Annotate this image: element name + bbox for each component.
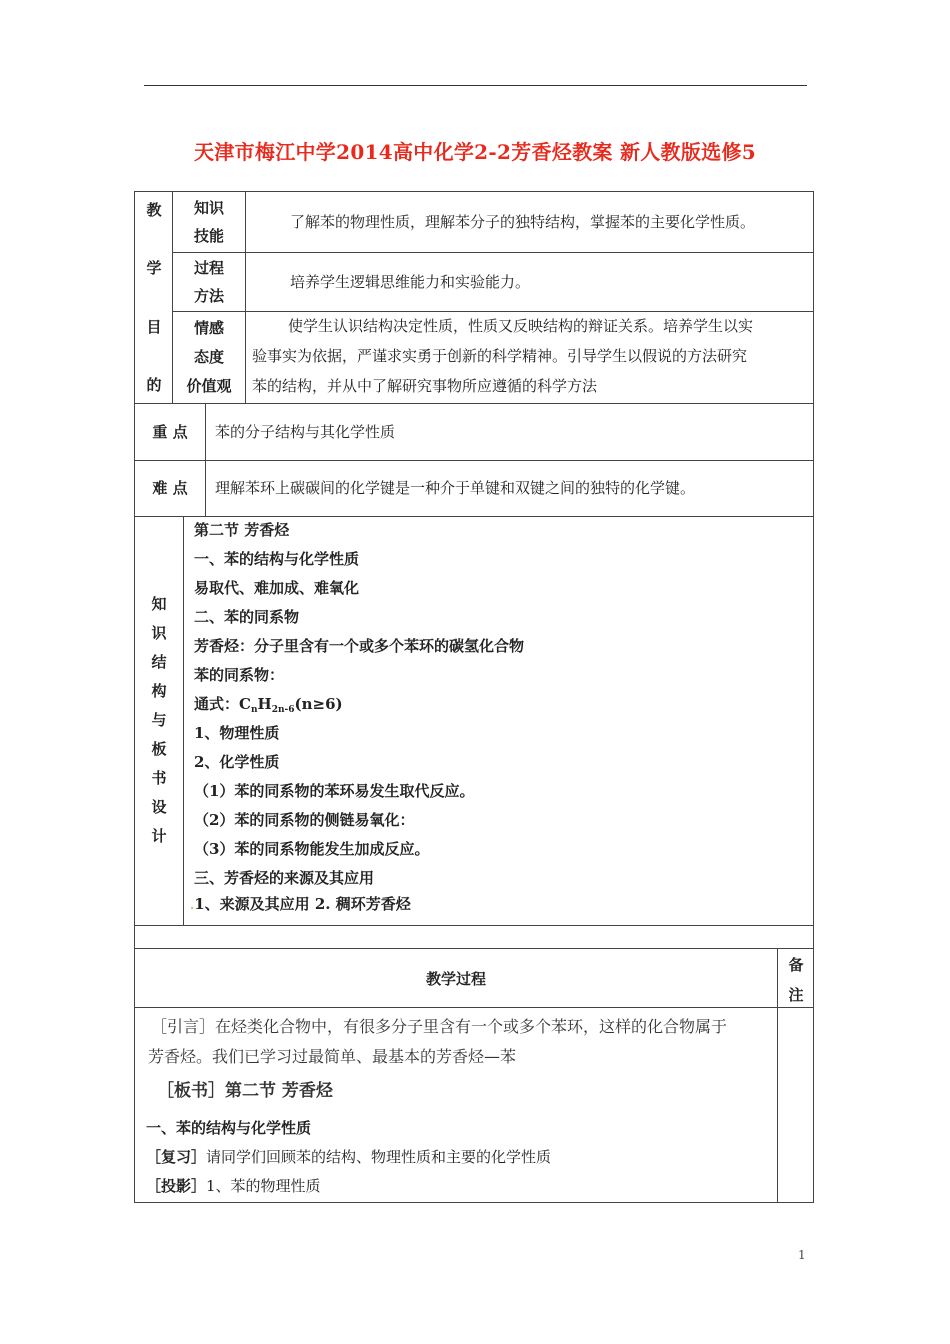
knowledge-skill-label: 知识 技能	[193, 199, 224, 245]
objectives-label-char: 的	[146, 376, 162, 394]
header-rule	[144, 85, 807, 86]
intro-line-2: 芳香烃。我们已学习过最简单、最基本的芳香烃—苯	[148, 1047, 517, 1066]
page-number: 1	[798, 1248, 806, 1262]
review-line: ［复习］请同学们回顾苯的结构、物理性质和主要的化学性质	[146, 1148, 552, 1166]
key-point-label: 重 点	[152, 423, 188, 441]
process-method-label: 过程 方法	[193, 259, 224, 305]
document-title: 天津市梅江中学2014高中化学2-2芳香烃教案 新人教版选修5	[194, 140, 756, 164]
objectives-label-char: 学	[146, 259, 162, 277]
objectives-label-char: 教	[146, 201, 162, 219]
teaching-process-header: 教学过程	[425, 970, 486, 988]
difficulty-label: 难 点	[152, 479, 188, 497]
general-formula: 通式：$C_nH_{2n-6}(n\ge 6)$	[194, 695, 343, 715]
lesson-plan-table: 教 学 目 的 知识 技能 过程 方法 情感 态度 价值观 了解苯的物理性质，理解苯分子的独特结构，掌握苯的主要化学性质。 培养学生逻辑思维能力和实验能力。 使学生认识结构决定性质，性质又反映结构的辩证关系。培养学生以实 验事实为依据，严谨求实勇于创新的科学精神。引导学生以假说的方法研究 苯的结构，并从中了解研究事物所应遵循的科学方法 重 点 苯的分子结构与其化学性质 难 点 理解苯环上碳碳间的化学键是一种介于单键和双键之间的独特的化学键。 知 识 结 构 与 板 书 设 计 第二节 芳香烃 一、苯的结构与化学性质 易取代、难加成、难氧化 二、苯的同系物 芳香烃：分子里含有一个或多个苯环的碳氢化合物 苯的同系物： 通式：$C_nH_{2n-6}(n\ge 6)$ 1、物理性质 2、化学性质 （1）苯的同系物的苯环易发生取代反应。 （2）苯的同系物的侧链易氧化： （3）苯的同系物能发生加成反应。 三、芳香烃的来源及其应用 .1、来源及其应用 2. 稠环芳香烃 教学过程 备 注 ［引言］在烃类化合物中，有很多分子里含有一个或多个苯环，这样的化合物属于 芳香烃。我们已学习过最简单、最基本的芳香烃—苯 ［板书］第二节 芳香烃 一、苯的结构与化学性质 ［复习］请同学们回顾苯的结构、物理性质和主要的化学性质 ［投影］1、苯的物理性质	[134, 191, 814, 1203]
emotion-values-label: 情感 态度 价值观	[186, 319, 232, 395]
objectives-label-char: 目	[146, 318, 162, 336]
board-note: ［板书］第二节 芳香烃	[157, 1081, 333, 1101]
difficulty-text: 理解苯环上碳碳间的化学键是一种介于单键和双键之间的独特的化学键。	[215, 479, 696, 497]
key-point-text: 苯的分子结构与其化学性质	[215, 423, 396, 441]
knowledge-skill-text: 了解苯的物理性质，理解苯分子的独特结构，掌握苯的主要化学性质。	[290, 213, 756, 231]
remarks-header: 备 注	[788, 956, 804, 1004]
projection-line: ［投影］1、苯的物理性质	[146, 1177, 321, 1195]
intro-line-1: ［引言］在烃类化合物中，有很多分子里含有一个或多个苯环，这样的化合物属于	[151, 1017, 728, 1036]
process-method-text: 培养学生逻辑思维能力和实验能力。	[290, 273, 531, 291]
section-heading: 一、苯的结构与化学性质	[146, 1119, 312, 1137]
